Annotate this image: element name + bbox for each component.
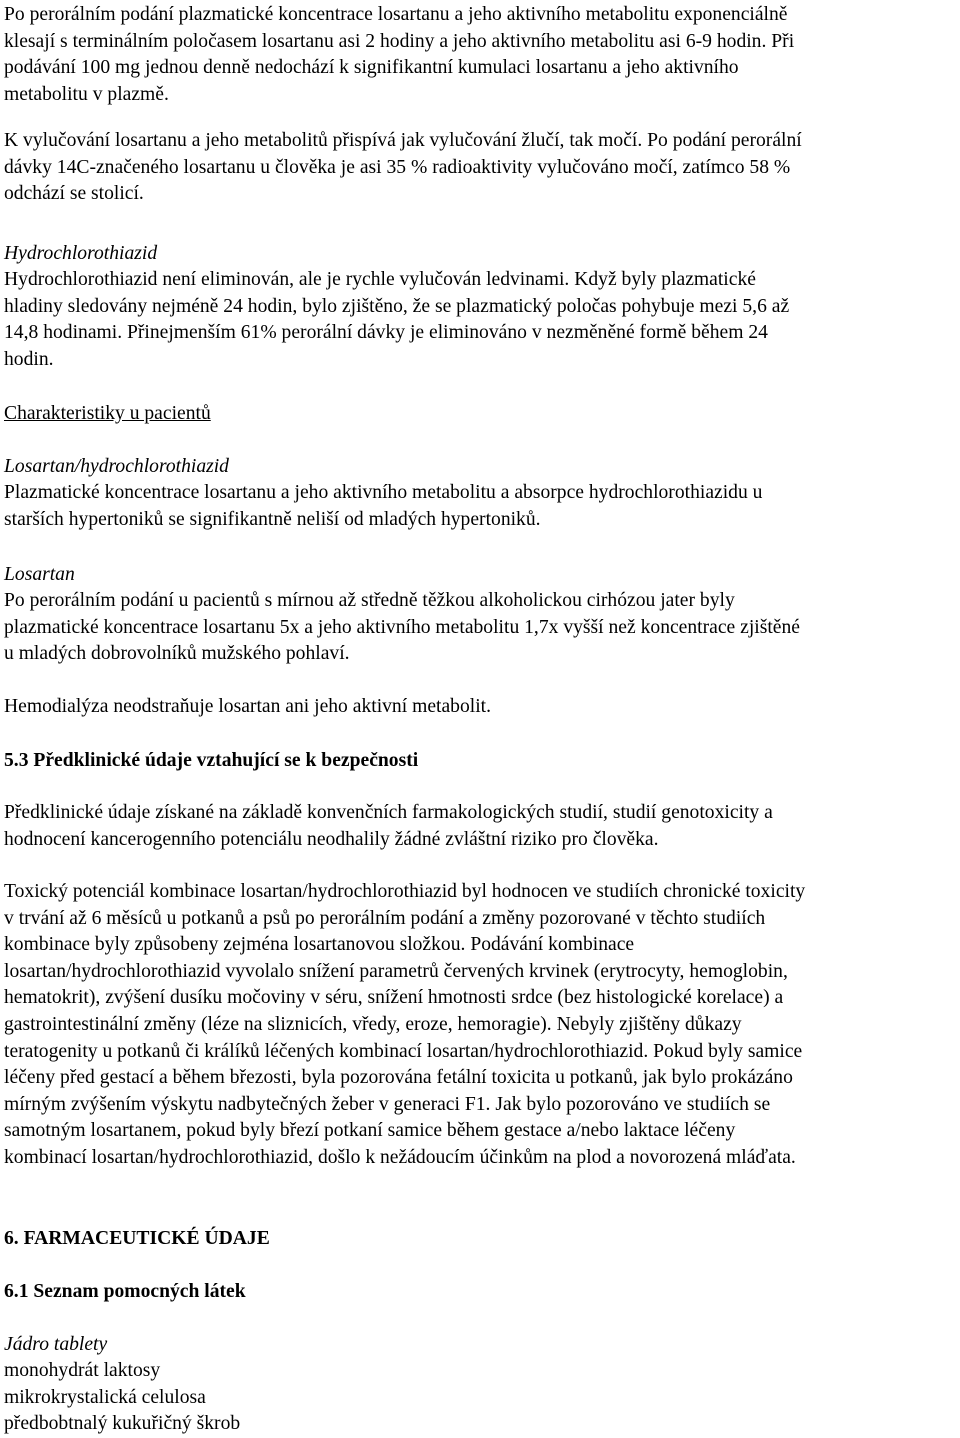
hydrochlorothiazide-paragraph [4, 267, 789, 373]
text-line: kombinace byly způsobeny zejména losartanovou složkou. Podávání kombinace [4, 934, 635, 956]
list-item: monohydrát laktosy [4, 1360, 161, 1381]
patient-characteristics-heading: Charakteristiky u pacientů [4, 403, 211, 424]
elimination-paragraph [4, 2, 794, 108]
text-line: u mladých dobrovolníků mužského pohlaví. [4, 643, 350, 665]
preclinical-heading: 5.3 Předklinické údaje vztahující se k bezpečnosti [4, 750, 419, 771]
excipients-heading: 6.1 Seznam pomocných látek [4, 1281, 246, 1302]
preclinical-paragraph-2 [4, 879, 805, 1172]
hemodialysis-paragraph: Hemodialýza neodstraňuje losartan ani jeho aktivní metabolit. [4, 696, 491, 717]
text-line: K vylučování losartanu a jeho metabolitů přispívá jak vylučování žlučí, tak močí. Po podání perorální [4, 130, 802, 151]
text-line: Po perorálním podání plazmatické koncentrace losartanu a jeho aktivního metabolitu exponenciálně [4, 4, 788, 25]
text-line: losartan/hydrochlorothiazid vyvolalo snížení parametrů červených krvinek (erytrocyty, hemoglobin, [4, 960, 788, 982]
losartan-subheading: Losartan [4, 564, 75, 585]
text-line: dávky 14C-značeného losartanu u člověka je asi 35 % radioaktivity vylučováno močí, zatímco 58 % [4, 156, 791, 178]
text-line: hladiny sledovány nejméně 24 hodin, bylo zjištěno, že se plazmatický poločas pohybuje mezi 5,6 až [4, 295, 790, 317]
preclinical-paragraph-1 [4, 800, 773, 853]
elderly-paragraph [4, 480, 762, 533]
list-item: předbobtnalý kukuřičný škrob [4, 1413, 241, 1435]
cirrhosis-paragraph [4, 588, 800, 668]
tablet-core-subheading: Jádro tablety [4, 1334, 108, 1355]
combination-subheading: Losartan/hydrochlorothiazid [4, 456, 229, 477]
text-line: kombinací losartan/hydrochlorothiazid, došlo k nežádoucím účinkům na plod a novorozená mláďata. [4, 1146, 796, 1168]
hydrochlorothiazide-subheading: Hydrochlorothiazid [4, 243, 158, 264]
text-line: plazmatické koncentrace losartanu 5x a jeho aktivního metabolitu 1,7x vyšší než koncentrace zjištěné [4, 616, 800, 638]
text-line: Předklinické údaje získané na základě konvenčních farmakologických studií, studií genotoxicity a [4, 802, 773, 823]
pharmaceutical-heading: 6. FARMACEUTICKÉ ÚDAJE [4, 1228, 270, 1249]
text-line: Hydrochlorothiazid není eliminován, ale je rychle vylučován ledvinami. Když byly plazmatické [4, 269, 756, 290]
text-line: odchází se stolicí. [4, 183, 144, 205]
text-line: Po perorálním podání u pacientů s mírnou až středně těžkou alkoholickou cirhózou jater byly [4, 590, 735, 611]
text-line: hematokrit), zvýšení dusíku močoviny v séru, snížení hmotnosti srdce (bez histologické korelace) a [4, 987, 784, 1009]
text-line: v trvání až 6 měsíců u potkanů a psů po perorálním podání a změny pozorované v těchto studiích [4, 907, 766, 929]
text-line: Plazmatické koncentrace losartanu a jeho aktivního metabolitu a absorpce hydrochlorothiazidu u [4, 482, 763, 503]
text-line: 14,8 hodinami. Přinejmenším 61% perorální dávky je eliminováno v nezměněné formě během 24 [4, 322, 768, 344]
text-line: gastrointestinální změny (léze na sliznicích, vředy, eroze, hemoragie). Nebyly zjištěny důkazy [4, 1013, 742, 1035]
text-line: klesají s terminálním poločasem losartanu asi 2 hodiny a jeho aktivního metabolitu asi 6-9 hodin. Při [4, 30, 795, 52]
text-line: starších hypertoniků se signifikantně neliší od mladých hypertoniků. [4, 508, 541, 530]
text-line: Toxický potenciál kombinace losartan/hydrochlorothiazid byl hodnocen ve studiích chronické toxicity [4, 881, 806, 902]
text-line: podávání 100 mg jednou denně nedochází k signifikantní kumulaci losartanu a jeho aktivního [4, 57, 739, 79]
excipient-list [4, 1358, 240, 1438]
text-line: samotným losartanem, pokud byly březí potkaní samice během gestace a/nebo laktace léčeny [4, 1120, 736, 1142]
text-line: léčeny před gestací a během březosti, byla pozorována fetální toxicita u potkanů, jak bylo prokázáno [4, 1067, 793, 1089]
text-line: mírným zvýšením výskytu nadbytečných žeber v generaci F1. Jak bylo pozorováno ve studiích se [4, 1093, 771, 1115]
text-line: teratogenity u potkanů či králíků léčených kombinací losartan/hydrochlorothiazid. Pokud byly samice [4, 1040, 803, 1062]
text-line: hodnocení kancerogenního potenciálu neodhalily žádné zvláštní riziko pro člověka. [4, 828, 659, 850]
list-item: mikrokrystalická celulosa [4, 1386, 206, 1408]
excretion-paragraph [4, 128, 802, 208]
text-line: metabolitu v plazmě. [4, 83, 169, 105]
text-line: hodin. [4, 348, 54, 370]
